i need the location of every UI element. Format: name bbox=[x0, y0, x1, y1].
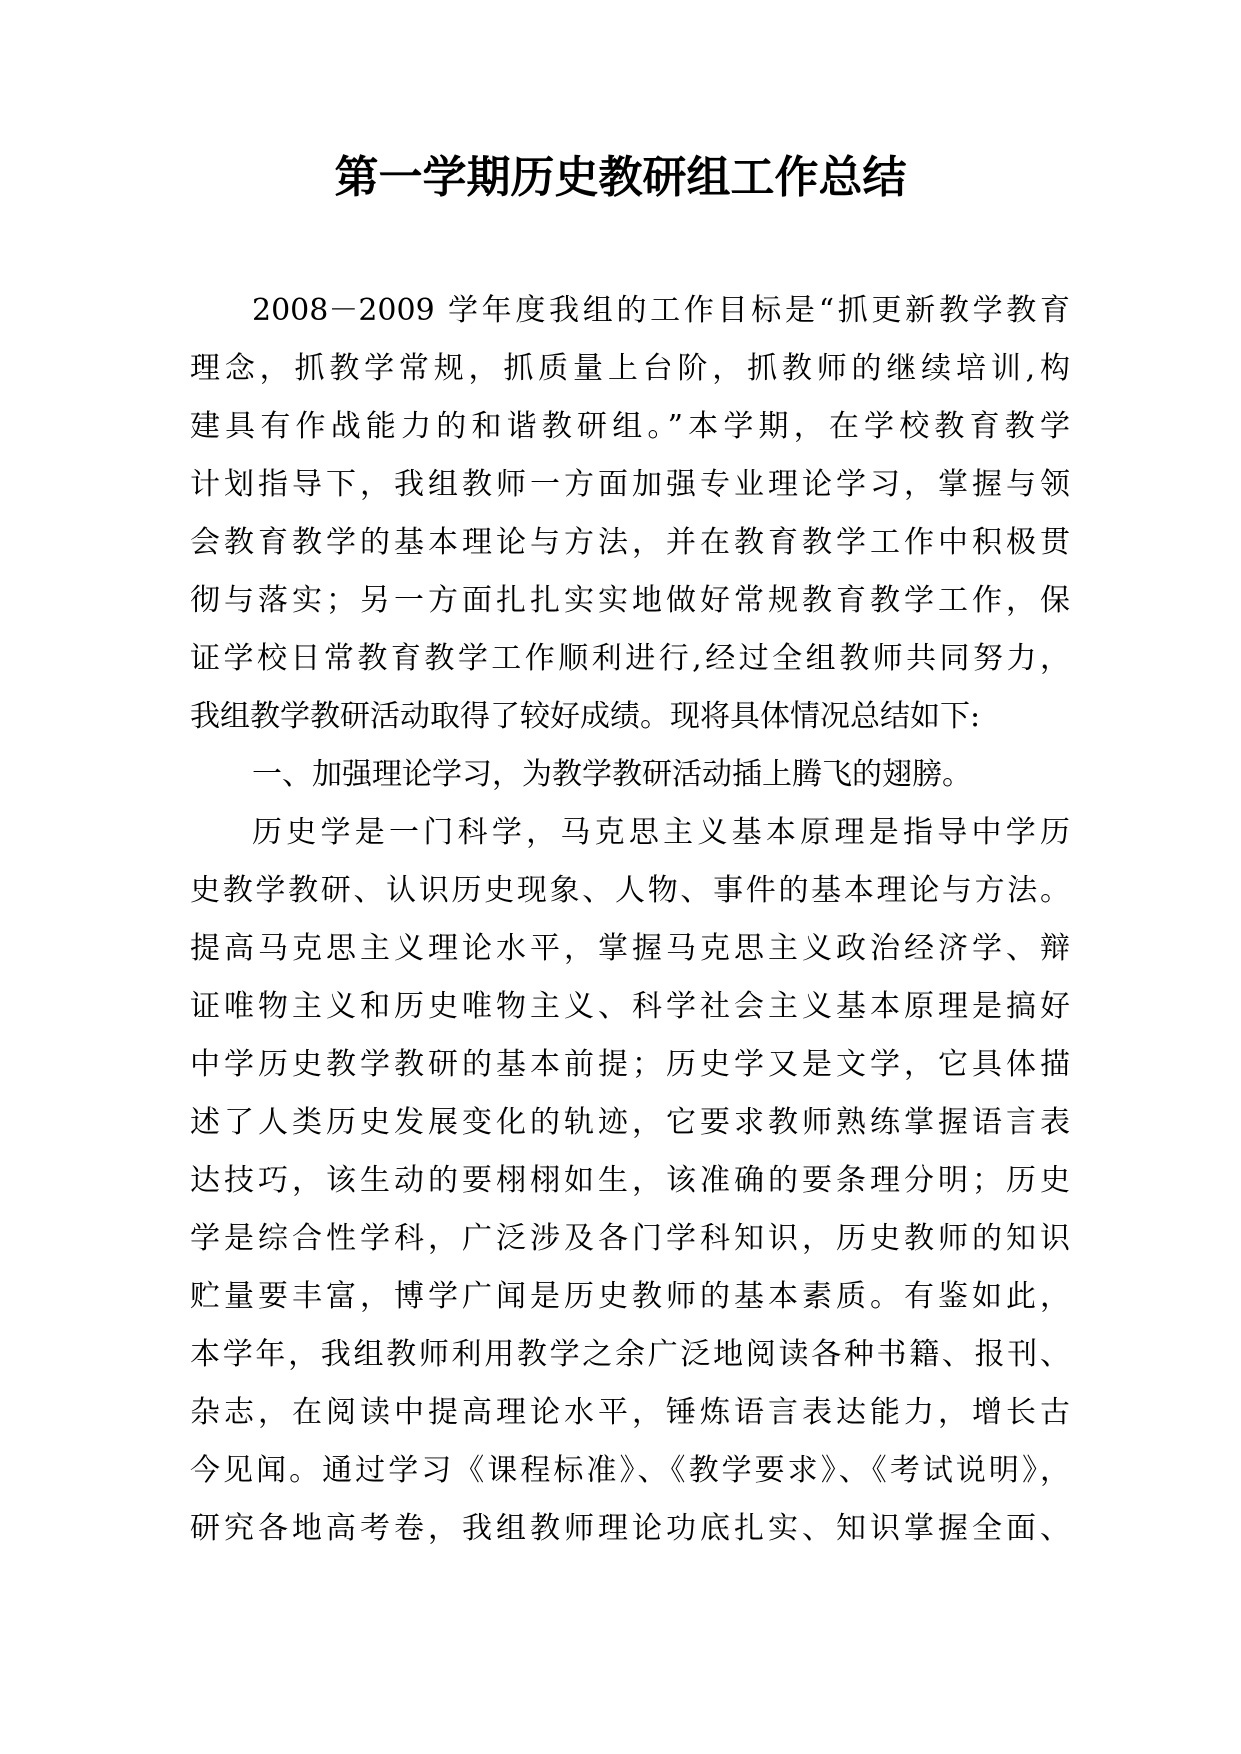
text-line: 计划指导下，我组教师一方面加强专业理论学习，掌握与领 bbox=[190, 467, 1070, 502]
text-line: 2008－2009 学年度我组的工作目标是“抓更新教学教育 bbox=[252, 293, 1070, 328]
text-line: 述了人类历史发展变化的轨迹，它要求教师熟练掌握语言表 bbox=[190, 1105, 1070, 1140]
text-line: 达技巧，该生动的要栩栩如生，该准确的要条理分明；历史 bbox=[190, 1163, 1070, 1198]
text-line: 研究各地高考卷，我组教师理论功底扎实、知识掌握全面、 bbox=[190, 1511, 1070, 1546]
document-body bbox=[190, 282, 1070, 1558]
text-line: 证唯物主义和历史唯物主义、科学社会主义基本原理是搞好 bbox=[190, 989, 1070, 1024]
text-line: 证学校日常教育教学工作顺利进行,经过全组教师共同努力， bbox=[190, 641, 1070, 676]
text-line: 会教育教学的基本理论与方法，并在教育教学工作中积极贯 bbox=[190, 525, 1070, 560]
text-line: 今见闻。通过学习《课程标准》、《教学要求》、《考试说明》， bbox=[190, 1453, 1070, 1488]
text-line: 一、加强理论学习，为教学教研活动插上腾飞的翅膀。 bbox=[252, 757, 972, 792]
document-title: 第一学期历史教研组工作总结 bbox=[334, 152, 907, 203]
text-line: 理念，抓教学常规，抓质量上台阶，抓教师的继续培训,构 bbox=[190, 351, 1070, 386]
text-line: 我组教学教研活动取得了较好成绩。现将具体情况总结如下: bbox=[190, 699, 981, 734]
text-line: 史教学教研、认识历史现象、人物、事件的基本理论与方法。 bbox=[190, 873, 1070, 908]
text-line: 杂志，在阅读中提高理论水平，锤炼语言表达能力，增长古 bbox=[190, 1395, 1070, 1430]
text-line: 彻与落实；另一方面扎扎实实地做好常规教育教学工作，保 bbox=[190, 583, 1070, 618]
text-line: 建具有作战能力的和谐教研组。”本学期，在学校教育教学 bbox=[190, 409, 1070, 444]
text-line: 中学历史教学教研的基本前提；历史学又是文学，它具体描 bbox=[190, 1047, 1070, 1082]
text-line: 本学年，我组教师利用教学之余广泛地阅读各种书籍、报刊、 bbox=[190, 1337, 1070, 1372]
text-line: 学是综合性学科，广泛涉及各门学科知识，历史教师的知识 bbox=[190, 1221, 1070, 1256]
text-line: 历史学是一门科学，马克思主义基本原理是指导中学历 bbox=[252, 815, 1070, 850]
text-line: 贮量要丰富，博学广闻是历史教师的基本素质。有鉴如此， bbox=[190, 1279, 1070, 1314]
text-line: 提高马克思主义理论水平，掌握马克思主义政治经济学、辩 bbox=[190, 931, 1070, 966]
